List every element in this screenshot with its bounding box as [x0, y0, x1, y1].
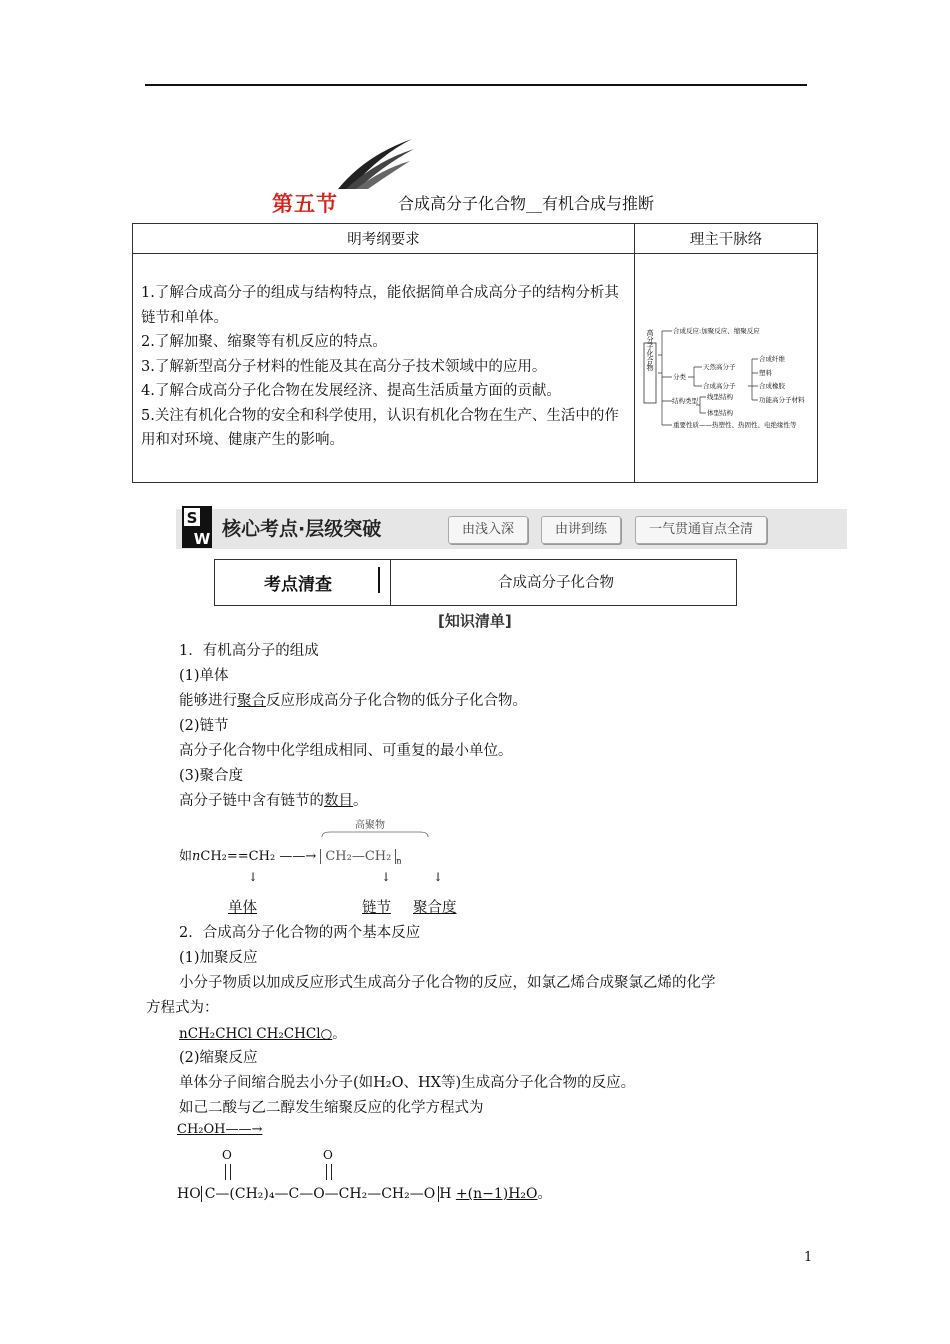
sw-logo-icon [182, 506, 212, 548]
requirement-item: 1.了解合成高分子的组成与结构特点，能依据简单合成高分子的结构分析其链节和单体。 [141, 285, 619, 326]
arrow-down-icon: ↓ [248, 870, 259, 884]
mindmap-node-linear: 线型结构 [707, 393, 733, 401]
requirement-item: 2.了解加聚、缩聚等有机反应的特点。 [141, 334, 387, 351]
mindmap-node-reaction: 合成反应:加聚反应、缩聚反应 [673, 327, 760, 335]
sub-chain-link: (2)链节 [179, 718, 229, 734]
mindmap-header: 理主干脉络 [635, 224, 818, 254]
mindmap-diagram [636, 255, 816, 481]
polymerization-equation: 如nCH₂==CH₂ ——→ CH₂—CH₂ $_n$ [179, 849, 402, 866]
condensation-equation: HO C—(CH₂)₄—C—O—CH₂—CH₂—O H +(n−1)H₂O。 [177, 1186, 552, 1202]
arrow-down-icon: ↓ [433, 870, 444, 884]
addition-equation: nCH₂CHCl CH₂CHCl○。 [179, 1026, 346, 1042]
carbonyl-o: O [323, 1148, 333, 1162]
condensation-intro: 如己二酸与乙二醇发生缩聚反应的化学方程式为 [179, 1100, 484, 1116]
objectives-table [132, 223, 818, 483]
addition-text: 小分子物质以加成反应形式生成高分子化合物的反应，如氯乙烯合成聚氯乙烯的化学 [179, 975, 716, 991]
sub-degree: (3)聚合度 [179, 768, 244, 784]
heading-composition: 1．有机高分子的组成 [179, 643, 319, 659]
tag-clear-blind-spots: 一气贯通盲点全清 [635, 516, 767, 544]
polymer-brace [320, 830, 430, 838]
knowledge-list-tag: [知识清单] [438, 612, 512, 630]
monomer-definition: 能够进行聚合反应形成高分子化合物的低分子化合物。 [179, 693, 527, 709]
mindmap-node-prop: 重要性质——热塑性、热固性、电绝缘性等 [673, 421, 797, 429]
kaodian-bar [378, 567, 380, 593]
condensation-definition: 单体分子间缩合脱去小分子(如H₂O、HX等)生成高分子化合物的反应。 [179, 1075, 636, 1091]
requirement-item: 4.了解合成高分子化合物在发展经济、提高生活质量方面的贡献。 [141, 383, 561, 400]
requirements-cell [133, 254, 635, 483]
header-rule [145, 84, 807, 86]
mindmap-node-rubber: 合成橡胶 [759, 382, 785, 390]
double-bond [225, 1164, 231, 1180]
degree-definition: 高分子链中含有链节的数目。 [179, 793, 368, 809]
label-chain-link: 链节 [362, 900, 391, 916]
chain-link-definition: 高分子化合物中化学组成相同、可重复的最小单位。 [179, 743, 513, 759]
polymer-label: 高聚物 [355, 820, 385, 831]
mindmap-node-fiber: 合成纤维 [759, 355, 785, 363]
sub-condensation: (2)缩聚反应 [179, 1050, 258, 1066]
tag-shallow-to-deep: 由浅入深 [448, 516, 528, 544]
heading-reactions: 2．合成高分子化合物的两个基本反应 [179, 925, 421, 941]
section-number: 第五节 [272, 192, 338, 216]
requirement-item: 5.关注有机化合物的安全和科学使用，认识有机化合物在生产、生活中的作用和对环境、健康产生的影响。 [141, 407, 619, 449]
tag-lecture-to-practice: 由讲到练 [541, 516, 621, 544]
mindmap-node-synth: 合成高分子 [703, 382, 736, 390]
carbonyl-o: O [222, 1148, 232, 1162]
addition-text-cont: 方程式为： [146, 1000, 219, 1016]
sub-monomer: (1)单体 [179, 668, 229, 684]
sub-addition: (1)加聚反应 [179, 950, 258, 966]
mindmap-node-plastic: 塑料 [759, 369, 772, 377]
sw-logo-w: W [193, 530, 211, 548]
double-bond [326, 1164, 332, 1180]
condensation-fragment: CH₂OH——→ [177, 1122, 263, 1137]
label-monomer: 单体 [228, 900, 257, 916]
kaodian-divider [390, 559, 391, 606]
mindmap-node-body: 体型结构 [707, 409, 733, 417]
mindmap-cell [635, 254, 818, 483]
objectives-header: 明考纲要求 [133, 224, 635, 254]
kaodian-value: 合成高分子化合物 [498, 575, 614, 591]
requirement-item: 3.了解新型高分子材料的性能及其在高分子技术领域中的应用。 [141, 358, 547, 375]
sw-logo-s: S [186, 509, 198, 527]
page-number: 1 [804, 1250, 813, 1265]
banner-title: 核心考点·层级突破 [222, 518, 382, 540]
mindmap-node-natural: 天然高分子 [703, 363, 736, 371]
label-degree: 聚合度 [413, 900, 457, 916]
arrow-down-icon: ↓ [381, 870, 392, 884]
kaodian-label: 考点清查 [264, 575, 332, 595]
swoosh-logo [336, 135, 416, 191]
section-title: 合成高分子化合物__有机合成与推断 [398, 194, 655, 213]
mindmap-node-class: 分类 [673, 373, 686, 381]
mindmap-node-func: 功能高分子材料 [759, 396, 805, 404]
mindmap-root: 高分子化合物 [646, 329, 654, 371]
mindmap-node-struct: 结构类型 [672, 397, 698, 405]
